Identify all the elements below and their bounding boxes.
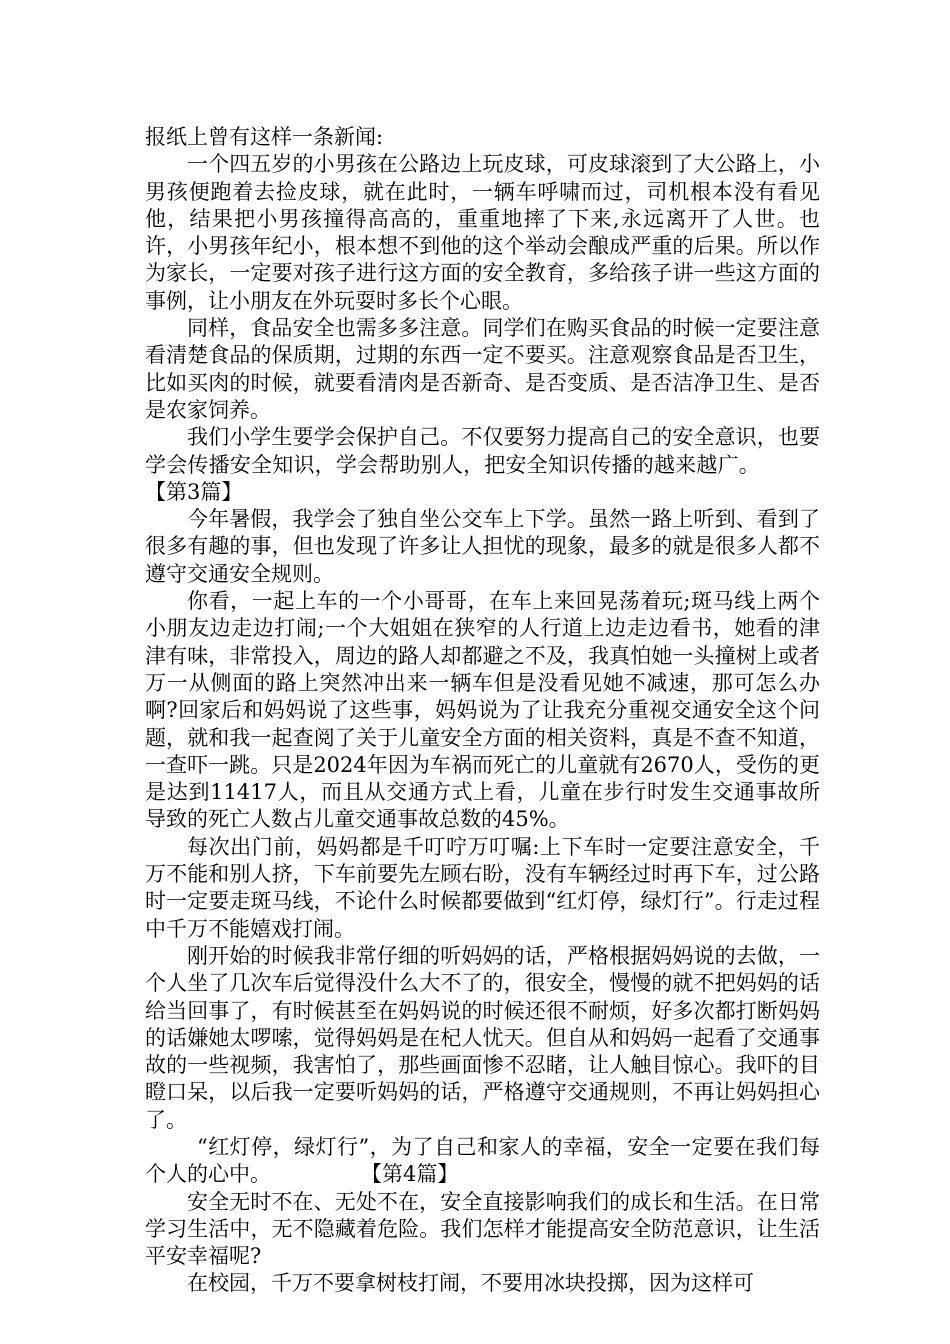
paragraph-campus: 在校园，千万不要拿树枝打闹，不要用冰块投掷，因为这样可 <box>187 1271 754 1296</box>
paragraph-mom-advice: 每次出门前，妈妈都是千叮咛万叮嘱:上下车时一定要注意安全，千万不能和别人挤，下车前要先左顾右盼，没有车辆经过时再下车，过公路时一定要走斑马线，不论什么时候都要做到“红灯停，绿灯行”。行走过程中千万不能嬉戏打闹。 <box>145 834 820 941</box>
paragraph-self-protection-text: 我们小学生要学会保护自己。不仅要努力提高自己的安全意识，也要学会传播安全知识，学会帮助别人，把安全知识传播的越来越广。 <box>145 425 820 477</box>
paragraph-food-safety: 同样，食品安全也需多多注意。同学们在购买食品的时候一定要注意看清楚食品的保质期，过期的东西一定不要买。注意观察食品是否卫生，比如买肉的时候，就要看清肉是否新奇、是否变质、是否洁净卫生、是否是农家饲养。 <box>145 316 820 422</box>
paragraph-safety-everywhere: 安全无时不在、无处不在，安全直接影响我们的成长和生活。在日常学习生活中，无不隐藏着危险。我们怎样才能提高安全防范意识，让生活平安幸福呢? <box>145 1189 820 1269</box>
intro-line: 报纸上曾有这样一条新闻: <box>145 125 384 149</box>
document-page <box>145 124 820 1298</box>
paragraph-self-protection <box>145 424 820 506</box>
paragraph-summer-bus: 今年暑假，我学会了独自坐公交车上下学。虽然一路上听到、看到了很多有趣的事，但也发现了许多让人担忧的现象，最多的就是很多人都不遵守交通安全规则。 <box>145 507 820 586</box>
paragraph-slogan-text: “红灯停，绿灯行”，为了自己和家人的幸福，安全一定要在我们每个人的心中。 <box>145 1134 820 1187</box>
paragraph-reflection: 刚开始的时候我非常仔细的听妈妈的话，严格根据妈妈说的去做，一个人坐了几次车后觉得没什么大不了的，很安全，慢慢的就不把妈妈的话给当回事了，有时候甚至在妈妈说的时候还很不耐烦，好多次都打断妈妈的话嫌她太啰嗦，觉得妈妈是在杞人忧天。但自从和妈妈一起看了交通事故的一些视频，我害怕了，那些画面惨不忍睹，让人触目惊心。我吓的目瞪口呆，以后我一定要听妈妈的话，严格遵守交通规则，不再让妈妈担心了。 <box>145 943 820 1132</box>
section-heading-3: 【第3篇】 <box>145 479 243 504</box>
paragraph-boy-accident: 一个四五岁的小男孩在公路边上玩皮球，可皮球滚到了大公路上，小男孩便跑着去捡皮球，就在此时，一辆车呼啸而过，司机根本没有看见他，结果把小男孩撞得高高的，重重地摔了下来,永远离开了人世。也许，小男孩年纪小，根本想不到他的这个举动会酿成严重的后果。所以作为家长，一定要对孩子进行这方面的安全教育，多给孩子讲一些这方面的事例，让小朋友在外玩耍时多长个心眼。 <box>145 152 820 313</box>
paragraph-observations: 你看，一起上车的一个小哥哥，在车上来回晃荡着玩;斑马线上两个小朋友边走边打闹;一个大姐姐在狭窄的人行道上边走边看书，她看的津津有味，非常投入，周边的路人却都避之不及，我真怕她一头撞树上或者万一从侧面的路上突然冲出来一辆车但是没看见她不减速，那可怎么办啊?回家后和妈妈说了这些事，妈妈说为了让我充分重视交通安全这个问题，就和我一起查阅了关于儿童安全方面的相关资料，真是不查不知道，一查吓一跳。只是2024年因为车祸而死亡的儿童就有2670人，受伤的更是达到11417人，而且从交通方式上看，儿童在步行时发生交通事故所导致的死亡人数占儿童交通事故总数的45%。 <box>145 589 820 832</box>
paragraph-slogan <box>145 1134 820 1189</box>
section-heading-4: 【第4篇】 <box>361 1162 459 1187</box>
